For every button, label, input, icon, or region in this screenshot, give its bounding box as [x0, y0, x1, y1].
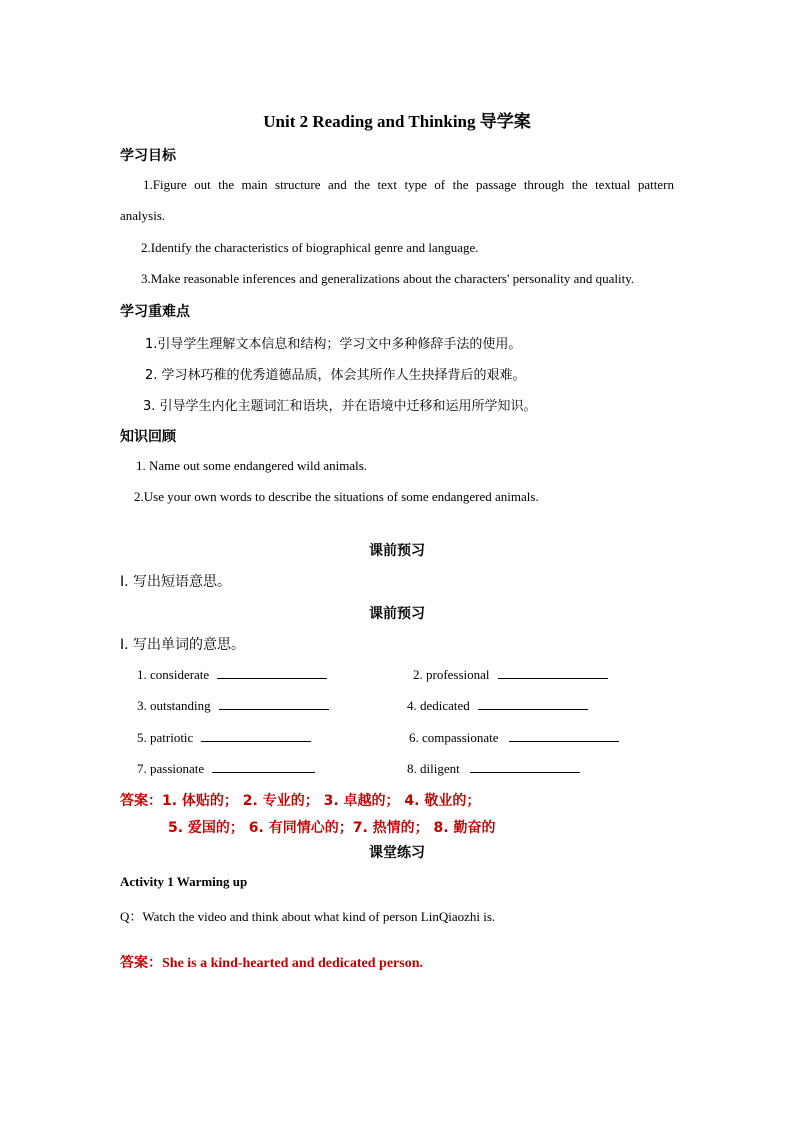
answer-blank[interactable]: [498, 666, 608, 679]
activity-question: Q：Watch the video and think about what kind of person LinQiaozhi is.: [120, 909, 496, 924]
key-point-item-1: 1.引导学生理解文本信息和结构；学习文中多种修辞手法的使用。: [145, 337, 522, 352]
review-item-2: 2.Use your own words to describe the situations of some endangered animals.: [134, 489, 539, 504]
preview-task-1: I. 写出短语意思。: [120, 574, 232, 590]
page-title: Unit 2 Reading and Thinking 导学案: [263, 112, 531, 131]
key-points-heading: 学习重难点: [120, 304, 190, 320]
word-label: 7. passionate: [137, 761, 205, 776]
answer-label: 答案：: [120, 793, 162, 809]
word-label: 5. patriotic: [137, 730, 194, 745]
objectives-heading: 学习目标: [120, 148, 176, 164]
word-label: 4. dedicated: [407, 698, 470, 713]
word-item-7: [137, 760, 315, 777]
word-item-5: [137, 729, 311, 746]
activity-title: Activity 1 Warming up: [120, 874, 248, 889]
answer-label: 答案：: [120, 955, 162, 971]
word-item-4: [407, 697, 588, 714]
answer-text: She is a kind-hearted and dedicated person.: [162, 956, 423, 971]
answer-blank[interactable]: [212, 760, 315, 773]
preview-heading-2: 课前预习: [369, 606, 425, 622]
word-label: 1. considerate: [137, 667, 210, 682]
answer-blank[interactable]: [217, 666, 327, 679]
word-item-2: [413, 666, 608, 683]
word-item-6: [409, 729, 619, 746]
preview-heading-1: 课前预习: [369, 543, 425, 559]
answer-blank[interactable]: [201, 729, 311, 742]
preview-task-2: I. 写出单词的意思。: [120, 637, 246, 653]
objective-item-1-line-2: analysis.: [120, 208, 166, 223]
word-item-8: [407, 760, 580, 777]
classwork-heading: 课堂练习: [369, 845, 425, 861]
answer-blank[interactable]: [219, 697, 329, 710]
review-heading: 知识回顾: [120, 429, 176, 445]
key-point-item-3: 3. 引导学生内化主题词汇和语块，并在语境中迁移和运用所学知识。: [143, 399, 537, 414]
objective-item-2: 2.Identify the characteristics of biographical genre and language.: [141, 240, 479, 255]
answer-line-1: [120, 790, 480, 810]
word-label: 3. outstanding: [137, 698, 211, 713]
answer-line-2: 5. 爱国的； 6. 有同情心的；7. 热情的； 8. 勤奋的: [168, 820, 496, 836]
word-item-3: [137, 697, 329, 714]
activity-answer: [120, 952, 423, 972]
word-label: 6. compassionate: [409, 730, 499, 745]
objective-item-3: 3.Make reasonable inferences and generalizations about the characters' personality and quality.: [141, 271, 635, 286]
review-item-1: 1. Name out some endangered wild animals.: [136, 458, 368, 473]
key-point-item-2: 2. 学习林巧稚的优秀道德品质，体会其所作人生抉择背后的艰难。: [145, 368, 526, 383]
answer-text: 1. 体贴的； 2. 专业的； 3. 卓越的； 4. 敬业的；: [162, 793, 481, 809]
word-label: 2. professional: [413, 667, 490, 682]
answer-blank[interactable]: [470, 760, 580, 773]
answer-blank[interactable]: [478, 697, 588, 710]
answer-blank[interactable]: [509, 729, 619, 742]
word-label: 8. diligent: [407, 761, 460, 776]
word-item-1: [137, 666, 327, 683]
objective-item-1-line-1: 1.Figure out the main structure and the text type of the passage through the textual pattern: [143, 177, 674, 192]
